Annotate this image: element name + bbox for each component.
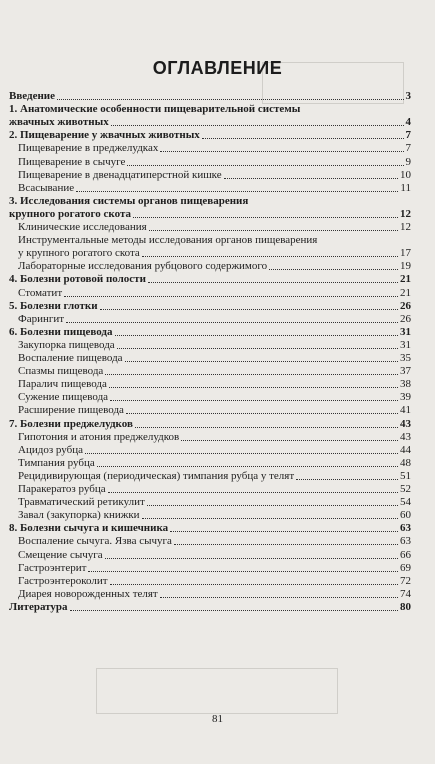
dot-leader (224, 178, 398, 179)
dot-leader (105, 374, 398, 375)
toc-entry-page: 17 (400, 247, 411, 260)
toc-entry[interactable] (18, 496, 411, 509)
toc-entry-text: Ацидоз рубца (18, 443, 83, 456)
dot-leader (202, 138, 404, 139)
toc-entry[interactable] (18, 260, 411, 273)
toc-entry-text: жвачных животных (9, 116, 109, 129)
dot-leader (100, 309, 398, 310)
dot-leader (269, 269, 398, 270)
toc-entry-page: 41 (400, 404, 411, 417)
dot-leader (127, 165, 403, 166)
dot-leader (109, 387, 398, 388)
dot-leader (64, 296, 398, 297)
toc-entry[interactable] (9, 208, 411, 221)
toc-entry-page: 60 (400, 509, 411, 522)
toc-entry[interactable] (9, 326, 411, 339)
toc-entry-page: 4 (405, 116, 411, 129)
toc-entry-text: Смещение сычуга (18, 548, 103, 561)
faded-stamp-bottom (96, 668, 338, 714)
toc-entry-page: 48 (400, 456, 411, 469)
toc-entry[interactable] (18, 483, 411, 496)
toc-entry-text: Завал (закупорка) книжки (18, 509, 140, 522)
dot-leader (142, 256, 398, 257)
toc-entry-page: 43 (400, 430, 411, 443)
toc-entry-page: 11 (400, 181, 411, 194)
toc-entry-text: Лабораторные исследования рубцового содержимого (18, 260, 268, 273)
toc-entry[interactable] (18, 457, 411, 470)
toc-entry[interactable] (9, 273, 411, 286)
toc-entry-text: Пищеварение в сычуге (18, 155, 126, 168)
toc-entry[interactable] (18, 182, 411, 195)
toc-entry-page: 38 (400, 378, 411, 391)
toc-entry-text: Гипотония и атония преджелудков (18, 430, 180, 443)
toc-entry[interactable] (9, 522, 411, 535)
toc-entry-text: Гастроэнтерит (18, 561, 87, 574)
toc-entry-page: 21 (400, 286, 411, 299)
toc-entry-text: Фарингит (18, 312, 65, 325)
dot-leader (76, 191, 398, 192)
toc-entry-page: 3 (405, 90, 411, 102)
toc-entry[interactable] (18, 444, 411, 457)
toc-entry[interactable] (18, 142, 411, 155)
toc-entry-text: Инструментальные методы исследования органов пищеварения (18, 234, 318, 247)
dot-leader (66, 322, 398, 323)
toc-entry-text: Сужение пищевода (18, 391, 109, 404)
toc-entry[interactable] (18, 156, 411, 169)
toc-entry-text: Тимпания рубца (18, 456, 95, 469)
toc-entry-text: Расширение пищевода (18, 404, 124, 417)
toc-entry-text: Травматический ретикулит (18, 496, 145, 509)
toc-entry-text: Воспаление пищевода (18, 352, 123, 364)
toc-entry-page: 21 (400, 273, 411, 286)
toc-entry[interactable] (9, 300, 411, 313)
toc-entry-page: 7 (405, 129, 411, 142)
toc-entry-text: 4. Болезни ротовой полости (9, 273, 146, 286)
toc-entry[interactable] (18, 378, 411, 391)
toc-entry-text: 2. Пищеварение у жвачных животных (9, 129, 200, 142)
toc-entry-text: Введение (9, 90, 56, 102)
toc-entry[interactable] (9, 418, 411, 431)
toc-entry-page: 10 (400, 168, 411, 181)
toc-entry-text: 8. Болезни сычуга и кишечника (9, 522, 169, 535)
toc-entry[interactable] (9, 90, 411, 103)
toc-entry[interactable] (18, 339, 411, 352)
toc-entry[interactable] (18, 287, 411, 300)
toc-entry-page: 43 (400, 417, 411, 430)
page-number: 81 (212, 713, 223, 725)
dot-leader (174, 544, 398, 545)
dot-leader (133, 217, 398, 218)
dot-leader (57, 99, 403, 100)
toc-entry-page: 12 (400, 221, 411, 233)
dot-leader (148, 282, 398, 283)
toc-entry[interactable] (18, 221, 411, 234)
toc-entry-page: 9 (405, 155, 411, 168)
toc-entry[interactable] (9, 129, 411, 142)
toc-entry-text: у крупного рогатого скота (18, 247, 140, 260)
toc-entry[interactable] (18, 313, 411, 326)
toc-entry-text: Литература (9, 600, 68, 613)
toc-entry[interactable] (18, 562, 411, 575)
toc-entry-page: 54 (400, 496, 411, 509)
toc-entry-text: Паракератоз рубца (18, 483, 106, 495)
dot-leader (147, 505, 398, 506)
dot-leader (160, 151, 403, 152)
toc-entry[interactable] (18, 247, 411, 260)
toc-entry-text: Всасывание (18, 181, 75, 194)
toc-entry-page: 7 (405, 142, 411, 155)
toc-entry[interactable] (9, 116, 411, 129)
page-title: ОГЛАВЛЕНИЕ (152, 58, 283, 78)
toc-entry[interactable] (18, 549, 411, 562)
toc-entry-page: 52 (400, 483, 411, 495)
dot-leader (88, 571, 398, 572)
dot-leader (111, 125, 404, 126)
toc-entry[interactable] (18, 588, 411, 601)
toc-entry-page: 63 (400, 522, 411, 535)
toc-entry-page: 74 (400, 587, 411, 600)
toc-entry-page: 31 (400, 338, 411, 351)
toc-entry-text: Спазмы пищевода (18, 365, 104, 378)
dot-leader (142, 518, 398, 519)
toc-entry[interactable] (18, 365, 411, 378)
toc-entry-page: 51 (400, 469, 411, 482)
toc-entry[interactable] (18, 431, 411, 444)
toc-entry-page: 35 (400, 352, 411, 364)
toc-entry-page: 72 (400, 574, 411, 587)
dot-leader (108, 492, 398, 493)
toc-entry-text: Стоматит (18, 286, 63, 299)
toc-entry[interactable] (18, 169, 411, 182)
dot-leader (181, 440, 398, 441)
dot-leader (160, 597, 398, 598)
toc-entry[interactable] (18, 404, 411, 417)
toc-entry-text: Пищеварение в преджелудках (18, 142, 159, 155)
toc-entry-text: 1. Анатомические особенности пищеварительной системы (9, 103, 301, 116)
toc-entry[interactable] (18, 391, 411, 404)
toc-entry[interactable] (18, 509, 411, 522)
dot-leader (97, 466, 398, 467)
toc-entry-text: Диарея новорожденных телят (18, 587, 158, 600)
toc-entry-page: 26 (400, 312, 411, 325)
toc-entry[interactable] (18, 535, 411, 548)
toc-entry-text: Рецидивирующая (периодическая) тимпания рубца у телят (18, 469, 295, 482)
toc-entry-text: Клинические исследования (18, 221, 147, 233)
toc-entry-text: Закупорка пищевода (18, 338, 115, 351)
toc-entry-page: 66 (400, 548, 411, 561)
dot-leader (149, 230, 398, 231)
toc-entry-page: 19 (400, 260, 411, 273)
toc-entry-page: 63 (400, 535, 411, 548)
toc-entry-page: 69 (400, 561, 411, 574)
toc-entry[interactable] (18, 575, 411, 588)
dot-leader (170, 531, 398, 532)
toc-entry-text: 5. Болезни глотки (9, 299, 98, 312)
toc-entry-text: Пищеварение в двенадцатиперстной кишке (18, 168, 222, 181)
dot-leader (105, 558, 398, 559)
dot-leader (110, 584, 398, 585)
toc-entry-page: 37 (400, 365, 411, 378)
dot-leader (296, 479, 398, 480)
dot-leader (110, 400, 398, 401)
dot-leader (85, 453, 398, 454)
toc-entry-text: 6. Болезни пищевода (9, 325, 113, 338)
toc-entry-text: 7. Болезни преджелудков (9, 417, 133, 430)
toc-entry-page: 44 (400, 443, 411, 456)
dot-leader (117, 348, 398, 349)
toc-entry-text: крупного рогатого скота (9, 207, 131, 220)
dot-leader (125, 361, 398, 362)
toc-entry-text: 3. Исследования системы органов пищеварения (9, 194, 249, 207)
dot-leader (70, 610, 398, 611)
toc-entry[interactable] (18, 352, 411, 365)
toc-entry[interactable] (18, 470, 411, 483)
dot-leader (115, 335, 399, 336)
toc-entry-page: 12 (400, 207, 411, 220)
toc-entry-text: Воспаление сычуга. Язва сычуга (18, 535, 172, 548)
toc-entry-page: 80 (400, 600, 411, 613)
dot-leader (135, 427, 398, 428)
dot-leader (126, 413, 398, 414)
toc-entry-page: 39 (400, 391, 411, 404)
toc-entry-page: 26 (400, 299, 411, 312)
toc-entry-text: Паралич пищевода (18, 378, 107, 391)
toc-entry[interactable] (9, 601, 411, 614)
toc-entry-text: Гастроэнтероколит (18, 574, 108, 587)
toc-entry-page: 31 (400, 325, 411, 338)
